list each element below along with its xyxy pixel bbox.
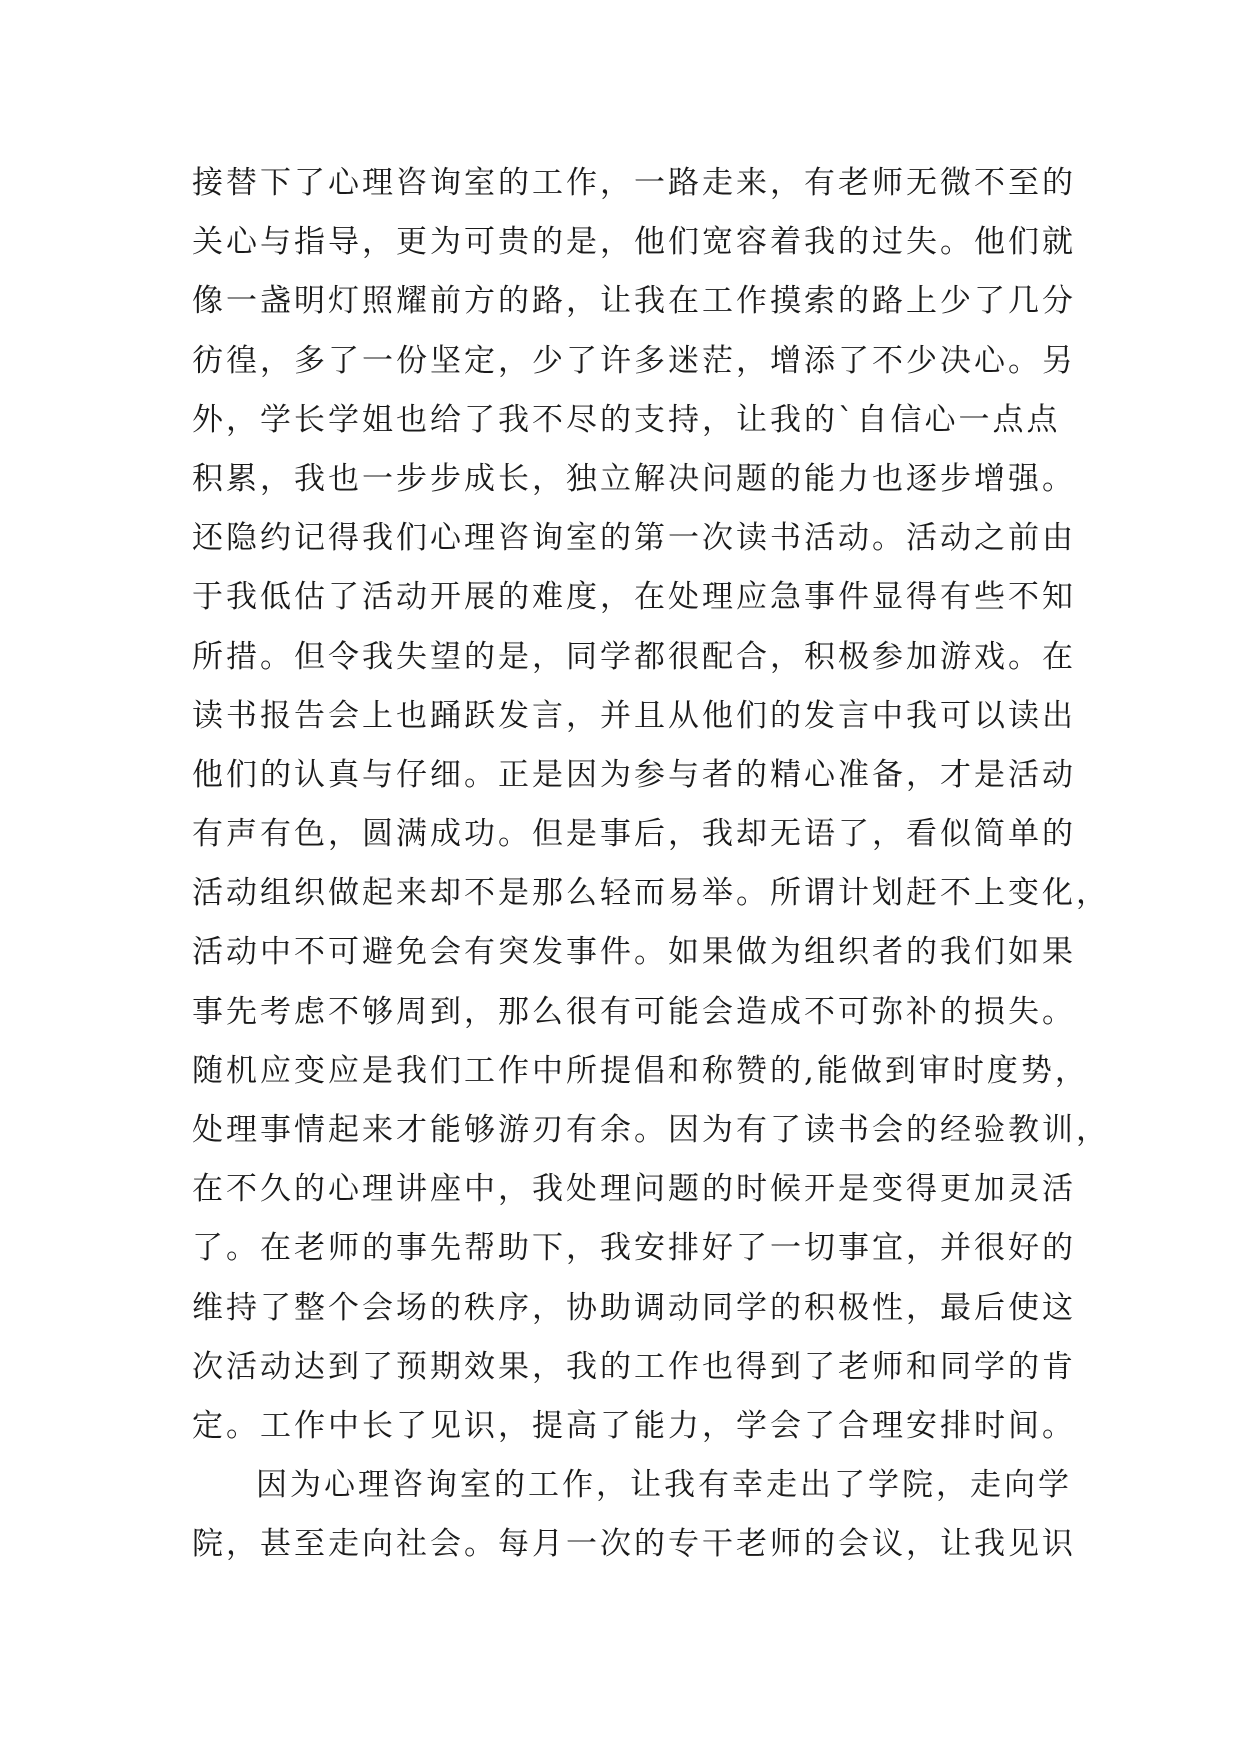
text-line: 所措。但令我失望的是，同学都很配合，积极参加游戏。在 bbox=[192, 638, 1076, 675]
text-line: 读书报告会上也踊跃发言，并且从他们的发言中我可以读出 bbox=[192, 697, 1076, 734]
text-line: 随机应变应是我们工作中所提倡和称赞的,能做到审时度势， bbox=[192, 1052, 1089, 1089]
text-line: 事先考虑不够周到，那么很有可能会造成不可弥补的损失。 bbox=[192, 993, 1076, 1030]
body-text bbox=[192, 154, 1110, 1575]
text-line: 积累，我也一步步成长，独立解决问题的能力也逐步增强。 bbox=[192, 460, 1076, 497]
text-line: 次活动达到了预期效果，我的工作也得到了老师和同学的肯 bbox=[192, 1348, 1076, 1385]
text-line: 彷徨，多了一份坚定，少了许多迷茫，增添了不少决心。另 bbox=[192, 342, 1076, 379]
text-line: 外，学长学姐也给了我不尽的支持，让我的`自信心一点点 bbox=[192, 401, 1061, 438]
text-line: 有声有色，圆满成功。但是事后，我却无语了，看似简单的 bbox=[192, 816, 1076, 853]
text-line: 他们的认真与仔细。正是因为参与者的精心准备，才是活动 bbox=[192, 756, 1076, 793]
text-line: 接替下了心理咨询室的工作，一路走来，有老师无微不至的 bbox=[192, 165, 1076, 201]
text-line: 关心与指导，更为可贵的是，他们宽容着我的过失。他们就 bbox=[192, 224, 1076, 261]
text-line: 处理事情起来才能够游刃有余。因为有了读书会的经验教训， bbox=[192, 1112, 1110, 1148]
text-line: 了。在老师的事先帮助下，我安排好了一切事宜，并很好的 bbox=[192, 1230, 1076, 1267]
text-line: 像一盏明灯照耀前方的路，让我在工作摸索的路上少了几分 bbox=[192, 283, 1076, 320]
text-line: 维持了整个会场的秩序，协助调动同学的积极性，最后使这 bbox=[192, 1289, 1076, 1326]
text-line: 还隐约记得我们心理咨询室的第一次读书活动。活动之前由 bbox=[192, 520, 1076, 557]
text-line: 于我低估了活动开展的难度，在处理应急事件显得有些不知 bbox=[192, 579, 1076, 616]
text-line: 在不久的心理讲座中，我处理问题的时候开是变得更加灵活 bbox=[192, 1171, 1076, 1208]
text-line: 定。工作中长了见识，提高了能力，学会了合理安排时间。 bbox=[192, 1407, 1076, 1444]
text-line: 活动中不可避免会有突发事件。如果做为组织者的我们如果 bbox=[192, 934, 1076, 971]
text-line: 活动组织做起来却不是那么轻而易举。所谓计划赶不上变化， bbox=[192, 875, 1110, 912]
text-line: 院，甚至走向社会。每月一次的专干老师的会议，让我见识 bbox=[192, 1526, 1076, 1563]
paragraph-first-line: 因为心理咨询室的工作，让我有幸走出了学院，走向学 bbox=[256, 1467, 1072, 1504]
